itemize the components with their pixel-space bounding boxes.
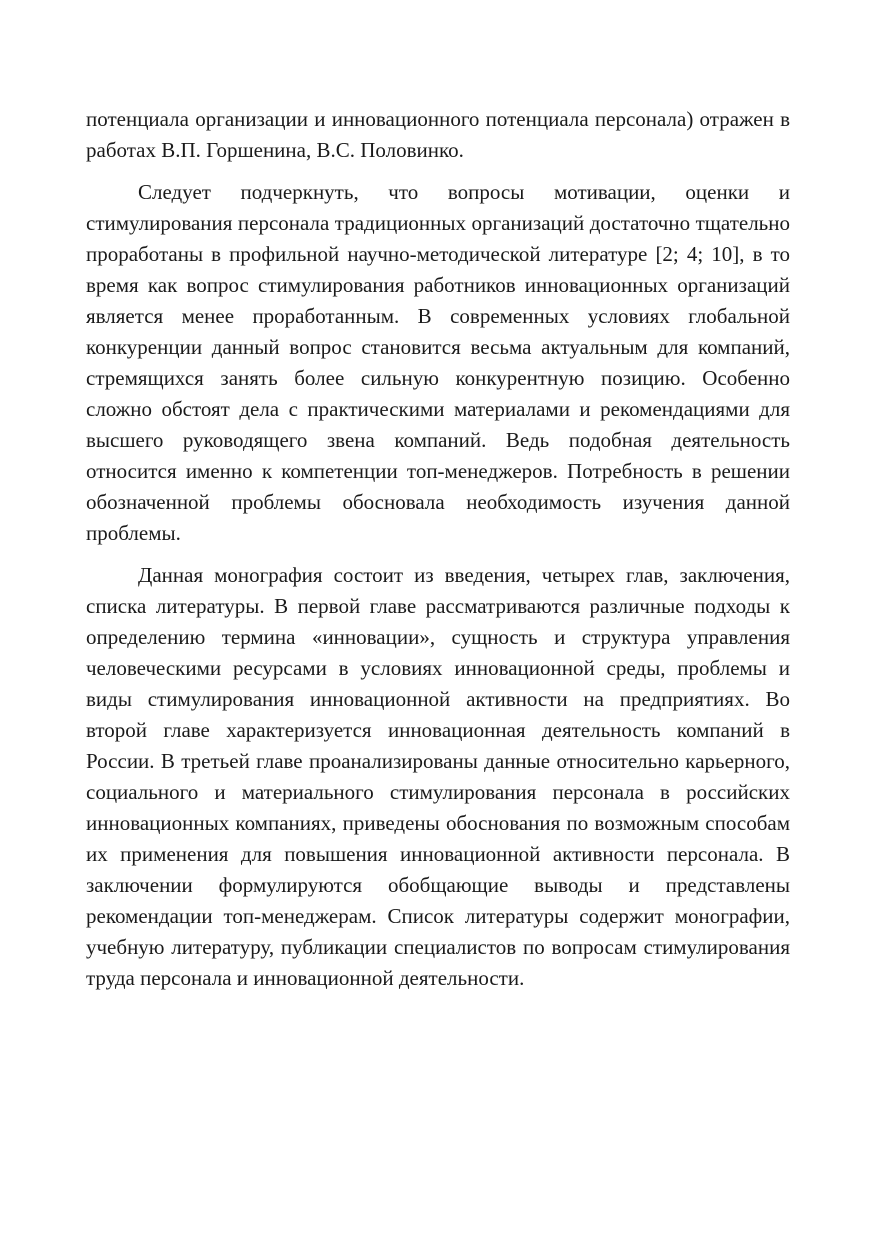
paragraph-monograph-structure: Данная монография состоит из введения, четырех глав, заключения, списка литературы. В первой главе рассматриваются различные подходы к определению термина «инновации», сущность и структура управления человеческими ресурсами в условиях инновационной среды, проблемы и виды стимулирования инновационной активности на предприятиях. Во второй главе характеризуется инновационная деятельность компаний в России. В третьей главе проанализированы данные относительно карьерного, социального и материального стимулирования персонала в российских инновационных компаниях, приведены обоснования по возможным способам их применения для повышения инновационной активности персонала. В заключении формулируются обобщающие выводы и представлены рекомендации топ-менеджерам. Список литературы содержит монографии, учебную литературу, публикации специалистов по вопросам стимулирования труда персонала и инновационной деятельности. <box>86 563 790 990</box>
paragraph-motivation-research: Следует подчеркнуть, что вопросы мотивации, оценки и стимулирования персонала традиционных организаций достаточно тщательно проработаны в профильной научно-методической литературе [2; 4; 10], в то время как вопрос стимулирования работников инновационных организаций является менее проработанным. В современных условиях глобальной конкуренции данный вопрос становится весьма актуальным для компаний, стремящихся занять более сильную конкурентную позицию. Особенно сложно обстоят дела с практическими материалами и рекомендациями для высшего руководящего звена компаний. Ведь подобная деятельность относится именно к компетенции топ-менеджеров. Потребность в решении обозначенной проблемы обосновала необходимость изучения данной проблемы. <box>86 180 790 545</box>
document-page <box>86 104 790 994</box>
paragraph-continuation: потенциала организации и инновационного потенциала персонала) отражен в работах В.П. Горшенина, В.С. Половинко. <box>86 107 790 162</box>
